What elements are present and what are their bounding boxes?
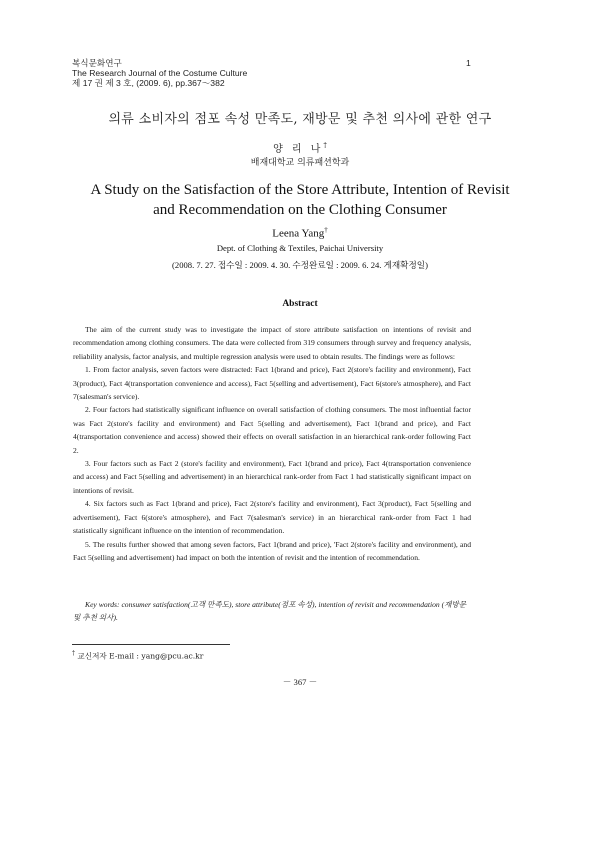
- page-number-bottom: － 367 －: [282, 677, 318, 687]
- abstract-body: [73, 323, 471, 564]
- title-english-line1: A Study on the Satisfaction of the Store Attribute, Intention of Revisit: [90, 182, 510, 198]
- author-english: [0, 226, 600, 240]
- abstract-paragraph: 2. Four factors had statistically significant influence on overall satisfaction of clothing consumers. The most influential factor was Fact 2(store's facility and environment) and Fact 5(selling and advertisement), Fact 1(brand and price), and Fact 4(transportation convenience and access) showed their effects on overall satisfaction in an hierarchical rank-order following Fact 2.: [73, 405, 471, 455]
- footnote-divider: [72, 644, 230, 645]
- affiliation-korean: 배재대학교 의류패션학과: [250, 158, 350, 168]
- author-korean-mark: †: [323, 141, 327, 150]
- author-english-name: Leena Yang: [272, 227, 325, 240]
- author-korean: [0, 140, 600, 155]
- footnote-text: 교신저자 E-mail : yang@pcu.ac.kr: [77, 651, 204, 661]
- abstract-paragraph: 3. Four factors such as Fact 2 (store's facility and environment), Fact 1(brand and price), Fact 4(transportation convenience and access) and Fact 5(selling and advertisement) in an hierarchical rank-order from Fact 1 had statistically significant impact on intentions of revisit.: [73, 459, 471, 495]
- journal-name-en: The Research Journal of the Costume Culture: [72, 68, 248, 78]
- author-korean-name: 양 리 나: [273, 144, 324, 155]
- keywords-label: Key words:: [85, 600, 120, 609]
- title-english-line2: and Recommendation on the Clothing Consumer: [153, 202, 447, 218]
- journal-name-kr: 복식문화연구: [72, 58, 122, 68]
- abstract-paragraph: 1. From factor analysis, seven factors were distracted: Fact 1(brand and price), Fact 2(store's facility and environment), Fact 3(product), Fact 4(transportation convenience and access), Fact 5(selling and advertisement), Fact 6(store's atmosphere), and Fact 7(salesman's service).: [73, 365, 471, 402]
- author-english-mark: †: [324, 226, 328, 234]
- submission-dates: (2008. 7. 27. 접수일 : 2009. 4. 30. 수정완료일 : 2009. 6. 24. 게재확정일): [172, 260, 428, 270]
- page-number-top: 1: [466, 58, 471, 68]
- keywords: [73, 598, 471, 624]
- title-korean: 의류 소비자의 점포 속성 만족도, 재방문 및 추천 의사에 관한 연구: [108, 112, 492, 127]
- abstract-paragraph: The aim of the current study was to investigate the impact of store attribute satisfaction on intentions of revisit and recommendation among clothing consumers. The data were collected from 319 consumers through survey and frequency analysis, reliability analysis, factor analysis, and multiple regression analysis were used to obtain results. The findings were as follows:: [73, 325, 471, 361]
- abstract-paragraph: 5. The results further showed that among seven factors, Fact 1(brand and price), 'Fact 2(store's facility and environment), and Fact 5(selling and advertisement) had impact on both the intention of revisit and the intention of recommendation.: [73, 539, 471, 562]
- keywords-text: consumer satisfaction(고객 만족도), store attribute(점포 속성), intention of revisit and recommendation (재방문 및 추천 의사).: [73, 600, 467, 622]
- abstract-paragraph: 4. Six factors such as Fact 1(brand and price), Fact 2(store's facility and environment), Fact 3(product), Fact 5(selling and advertisement), Fact 6(store's atmosphere), and Fact 7(salesman's service) in an hierarchical rank-order from Fact 1 had statistically significant influence on the intention of recommendation.: [73, 499, 471, 536]
- title-english: [0, 180, 600, 220]
- footnote-mark: †: [72, 650, 75, 657]
- affiliation-english: Dept. of Clothing & Textiles, Paichai University: [216, 243, 384, 253]
- journal-volume-info: 제 17 권 제 3 호, (2009. 6), pp.367～382: [72, 78, 225, 88]
- journal-header: [72, 58, 247, 88]
- footnote: [72, 650, 203, 662]
- abstract-heading: Abstract: [282, 299, 318, 309]
